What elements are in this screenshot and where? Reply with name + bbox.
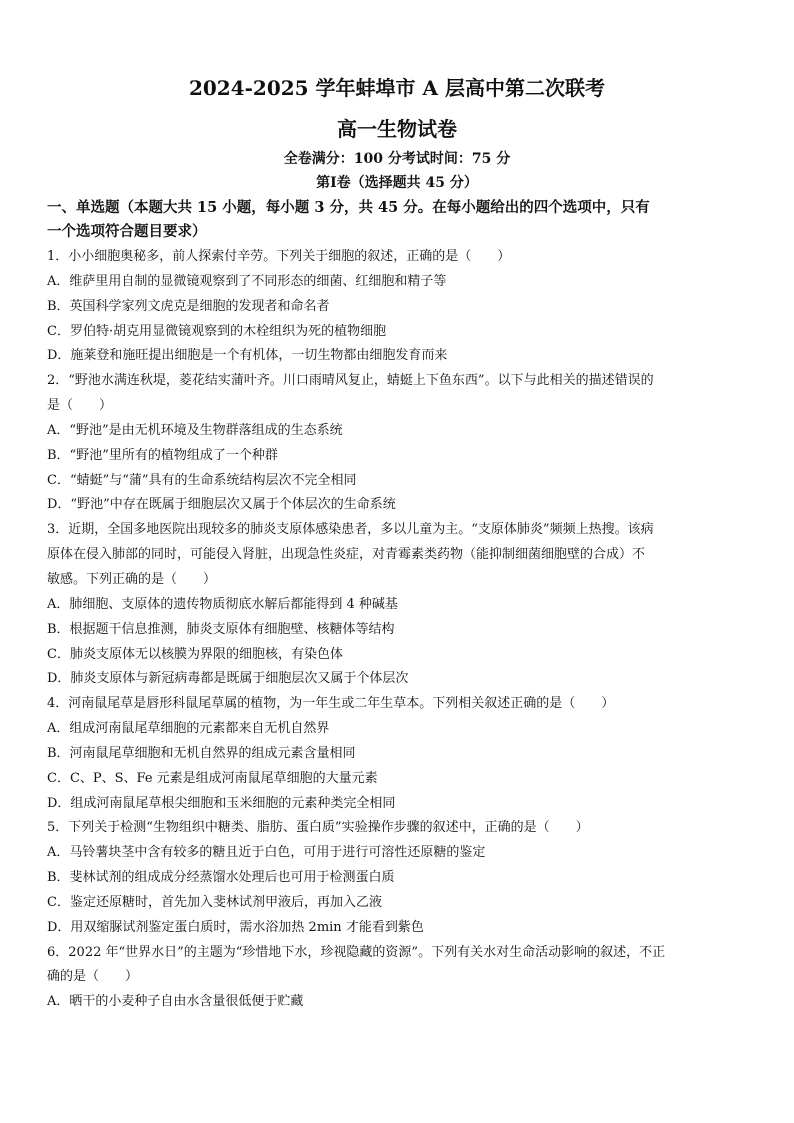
section-heading-line: 一、单选题（本题大共 15 小题，每小题 3 分，共 45 分。在每小题给出的四个选项中，只有	[47, 199, 650, 216]
question-line: A．肺细胞、支原体的遗传物质彻底水解后都能得到 4 种碱基	[47, 596, 398, 612]
question-line: C．肺炎支原体无以核膜为界限的细胞核，有染色体	[47, 646, 343, 662]
section-heading	[47, 196, 747, 244]
part-label: 第Ⅰ卷（选择题共 45 分）	[316, 175, 478, 191]
section-heading-line: 一个选项符合题目要求）	[47, 223, 207, 240]
question-line: A．维萨里用自制的显微镜观察到了不同形态的细菌、红细胞和精子等	[47, 273, 447, 289]
question-line: A．组成河南鼠尾草细胞的元素都来自无机自然界	[47, 721, 330, 737]
question-line: B．“野池”里所有的植物组成了一个种群	[47, 447, 278, 463]
question-line: 3．近期，全国多地医院出现较多的肺炎支原体感染患者，多以儿童为主。“支原体肺炎”频频上热搜。该病	[47, 522, 654, 538]
question-line: 是（ ）	[47, 398, 113, 414]
question-line: D．组成河南鼠尾草根尖细胞和玉米细胞的元素种类完全相同	[47, 795, 396, 811]
question-line: 1．小小细胞奥秘多，前人探索付辛劳。下列关于细胞的叙述，正确的是（ ）	[47, 249, 511, 264]
question-line: B．河南鼠尾草细胞和无机自然界的组成元素含量相同	[47, 745, 356, 761]
question-line: B．斐林试剂的组成成分经蒸馏水处理后也可用于检测蛋白质	[47, 870, 395, 886]
question-line: C．鉴定还原糖时，首先加入斐林试剂甲液后，再加入乙液	[47, 894, 382, 910]
question-line: 2．“野池水满连秋堤，菱花结实蒲叶齐。川口雨晴风复止，蜻蜓上下鱼东西”。以下与此相关的描述错误的	[47, 373, 654, 389]
question-line: C．C、P、S、Fe 元素是组成河南鼠尾草细胞的大量元素	[47, 770, 378, 786]
question-line: 5．下列关于检测“生物组织中糖类、脂肪、蛋白质”实验操作步骤的叙述中，正确的是（ ）	[47, 820, 589, 836]
exam-info: 全卷满分：100 分考试时间：75 分	[283, 151, 511, 167]
question-line: 敏感。下列正确的是（ ）	[47, 571, 217, 587]
question-line: 确的是（ ）	[47, 969, 139, 985]
question-line: D．施莱登和施旺提出细胞是一个有机体，一切生物都由细胞发育而来	[47, 348, 448, 364]
question-line: B．根据题干信息推测，肺炎支原体有细胞壁、核糖体等结构	[47, 621, 395, 637]
question-line: A．马铃薯块茎中含有较多的糖且近于白色，可用于进行可溶性还原糖的鉴定	[47, 845, 486, 861]
exam-title: 2024-2025 学年蚌埠市 A 层高中第二次联考	[188, 76, 606, 100]
question-line: D．“野池”中存在既属于细胞层次又属于个体层次的生命系统	[47, 497, 396, 513]
question-line: B．英国科学家列文虎克是细胞的发现者和命名者	[47, 298, 330, 314]
exam-subtitle: 高一生物试卷	[337, 117, 457, 141]
question-line: D．肺炎支原体与新冠病毒都是既属于细胞层次又属于个体层次	[47, 671, 409, 687]
question-list	[47, 245, 747, 1015]
question-line: 原体在侵入肺部的同时，可能侵入肾脏，出现急性炎症，对青霉素类药物（能抑制细菌细胞壁的合成）不	[47, 547, 646, 563]
question-line: D．用双缩脲试剂鉴定蛋白质时，需水浴加热 2min 才能看到紫色	[47, 919, 424, 935]
question-line: 4．河南鼠尾草是唇形科鼠尾草属的植物，为一年生或二年生草本。下列相关叙述正确的是（ ）	[47, 696, 615, 712]
question-line: A．“野池”是由无机环境及生物群落组成的生态系统	[47, 422, 343, 438]
question-line: C．罗伯特·胡克用显微镜观察到的木栓组织为死的植物细胞	[47, 323, 387, 339]
question-line: A．晒干的小麦种子自由水含量很低便于贮藏	[47, 994, 304, 1010]
question-line: 6．2022 年“世界水日”的主题为“珍惜地下水，珍视隐藏的资源”。下列有关水对生命活动影响的叙述，不正	[47, 944, 666, 960]
question-line: C．“蜻蜓”与“蒲”具有的生命系统结构层次不完全相同	[47, 472, 357, 488]
